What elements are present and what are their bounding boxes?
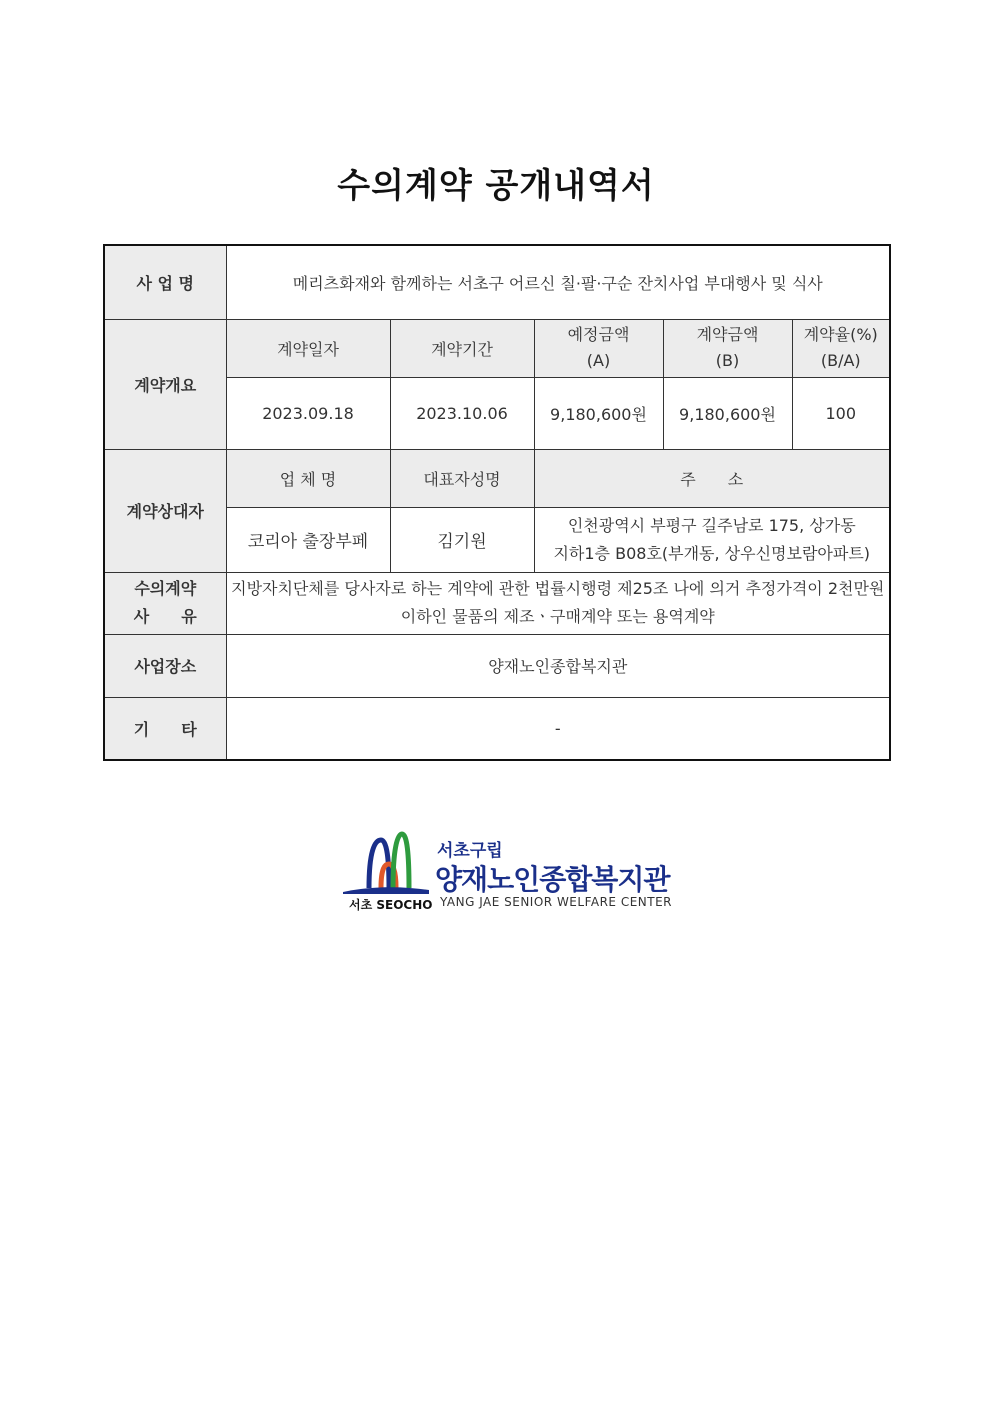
company-header: 업 체 명	[226, 449, 390, 507]
etc-value: -	[226, 697, 890, 760]
contract-amount-header	[663, 319, 792, 377]
page-title: 수의계약 공개내역서	[337, 166, 655, 206]
project-name-label: 사 업 명	[104, 245, 226, 319]
estimated-amount-header	[534, 319, 663, 377]
project-name-row	[104, 245, 890, 319]
representative-header: 대표자성명	[390, 449, 534, 507]
contract-table	[103, 244, 891, 761]
overview-header-row	[104, 319, 890, 377]
reason-label-line1: 수의계약	[134, 579, 197, 598]
reason-value: 지방자치단체를 당사자로 하는 계약에 관한 법률시행령 제25조 나에 의거 추정가격이 2천만원 이하인 물품의 제조ㆍ구매계약 또는 용역계약	[226, 572, 890, 634]
contract-period-value: 2023.10.06	[390, 377, 534, 449]
estimated-amount-header-line2: (A)	[586, 351, 611, 370]
address-header: 주 소	[534, 449, 890, 507]
contract-amount-value: 9,180,600원	[663, 377, 792, 449]
address-line1: 인천광역시 부평구 길주남로 175, 상가동	[567, 515, 856, 535]
estimated-amount-value: 9,180,600원	[534, 377, 663, 449]
contract-rate-header-line1: 계약율(%)	[803, 325, 878, 344]
contract-rate-header-line2: (B/A)	[820, 351, 861, 370]
company-value: 코리아 출장부페	[226, 507, 390, 572]
logo-main-text: 양재노인종합복지관	[435, 863, 670, 896]
overview-label: 계약개요	[104, 319, 226, 449]
counterparty-header-row	[104, 449, 890, 507]
contract-amount-header-line1: 계약금액	[696, 325, 759, 344]
reason-label	[104, 572, 226, 634]
contract-date-value: 2023.09.18	[226, 377, 390, 449]
place-row	[104, 634, 890, 697]
counterparty-label: 계약상대자	[104, 449, 226, 572]
project-name-value: 메리츠화재와 함께하는 서초구 어르신 칠·팔·구순 잔치사업 부대행사 및 식사	[226, 245, 890, 319]
contract-period-header: 계약기간	[390, 319, 534, 377]
logo-small-text: 서초구립	[437, 841, 503, 861]
address-value	[534, 507, 890, 572]
logo-seocho-text: 서초 SEOCHO	[349, 898, 433, 912]
place-label: 사업장소	[104, 634, 226, 697]
contract-date-header: 계약일자	[226, 319, 390, 377]
place-value: 양재노인종합복지관	[226, 634, 890, 697]
address-line2: 지하1층 B08호(부개동, 상우신명보람아파트)	[553, 543, 871, 563]
etc-label: 기 타	[104, 697, 226, 760]
etc-row	[104, 697, 890, 760]
contract-rate-header	[792, 319, 890, 377]
estimated-amount-header-line1: 예정금액	[567, 325, 630, 344]
contract-amount-header-line2: (B)	[715, 351, 740, 370]
contract-rate-value: 100	[792, 377, 890, 449]
reason-label-line2: 사 유	[133, 607, 197, 626]
representative-value: 김기원	[390, 507, 534, 572]
reason-row	[104, 572, 890, 634]
logo-english-text: YANG JAE SENIOR WELFARE CENTER	[440, 895, 673, 909]
